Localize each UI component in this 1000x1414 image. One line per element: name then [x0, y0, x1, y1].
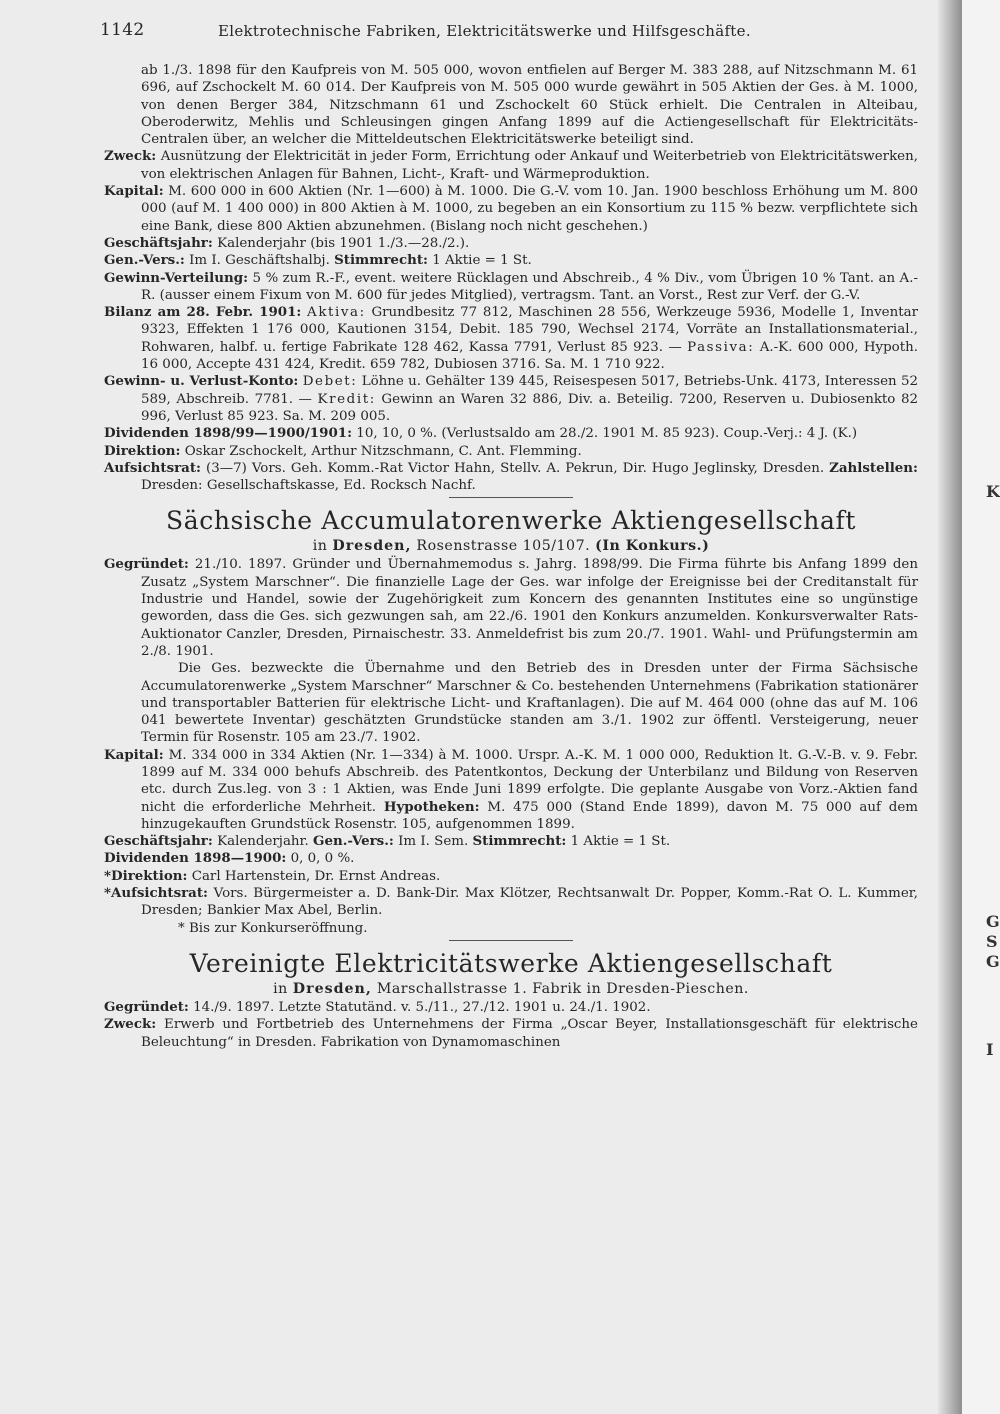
purpose-paragraph: Die Ges. bezweckte die Übernahme und den Betrieb des in Dresden unter der Firma Sächsische Accumulatorenwerke „System Marschner“ Marschner & Co. bestehenden Unternehmens (Fabrikation stationärer und transportabler Batterien für elektrische Licht- und Kraftanlagen). Die auf M. 464 000 (ohne das auf M. 106 041 bewertete Inventar) geschätzten Grundstücke standen am 3./1. 1902 zur öffentl. Versteigerung, neuer Termin für Rosenstr. 105 am 23./7. 1902. [141, 661, 918, 746]
bilanz-entry: Bilanz am 28. Febr. 1901: Aktiva: Grundbesitz 77 812, Maschinen 28 556, Werkzeuge 5936, Modelle 1, Inventar 9323, Effekten 1 176 000, Kautionen 3154, Debit. 185 790, Wechsel 2174, Vorräte an Installationsmaterial., Rohwaren, halbf. u. fertige Fabrikate 128 462, Kassa 7791, Verlust 85 923. — Passiva: A.-K. 600 000, Hypoth. 16 000, Accepte 431 424, Kredit. 659 782, Dubiosen 3716. Sa. M. 1 710 922. [104, 304, 919, 373]
zweck-entry: Zweck: Erwerb und Fortbetrieb des Unternehmens der Firma „Oscar Beyer, Installationsgeschäft für elektrische Beleuchtung“ in Dresden. Fabrikation von Dynamomaschinen [104, 1016, 918, 1050]
direktion-entry: *Direktion: Carl Hartenstein, Dr. Ernst Andreas. [104, 867, 441, 884]
page-gutter-shadow [938, 0, 962, 1414]
geschaeftsjahr-entry: Geschäftsjahr: Kalenderjahr. Gen.-Vers.: Im I. Sem. Stimmrecht: 1 Aktie = 1 St. [104, 833, 671, 850]
footnote: * Bis zur Konkurseröffnung. [178, 920, 368, 936]
section-divider [449, 940, 573, 941]
company-location: in Dresden, Marschallstrasse 1. Fabrik in Dresden-Pieschen. [273, 980, 749, 997]
kapital-entry: Kapital: M. 600 000 in 600 Aktien (Nr. 1—600) à M. 1000. Die G.-V. vom 10. Jan. 1900 beschloss Erhöhung um M. 800 000 (auf M. 1 400 000) in 800 Aktien à M. 1000, zu begeben an ein Konsortium zu 115 % bezw. verpflichtete sich eine Bank, diese 800 Aktien abzunehmen. (Bislang noch nicht geschehen.) [104, 183, 918, 234]
gegruendet-entry: Gegründet: 14./9. 1897. Letzte Statutänd. v. 5./11., 27./12. 1901 u. 24./1. 1902. [104, 998, 651, 1015]
edge-letter: S [986, 932, 998, 951]
company-title: Sächsische Accumulatorenwerke Aktiengesellschaft [166, 506, 856, 536]
geschaeftsjahr-entry: Geschäftsjahr: Kalenderjahr (bis 1901 1./3.—28./2.). [104, 234, 470, 251]
page-body [104, 62, 918, 1051]
generalversammlung-entry: Gen.-Vers.: Im I. Geschäftshalbj. Stimmrecht: 1 Aktie = 1 St. [104, 252, 532, 269]
running-header [100, 20, 920, 42]
edge-letter: K [986, 482, 1000, 501]
company-location: in Dresden, Rosenstrasse 105/107. (In Konkurs.) [312, 538, 710, 555]
dividenden-entry: Dividenden 1898/99—1900/1901: 10, 10, 0 %. (Verlustsaldo am 28./2. 1901 M. 85 923). Coup.-Verj.: 4 J. (K.) [104, 425, 858, 442]
running-title: Elektrotechnische Fabriken, Elektricitätswerke und Hilfsgeschäfte. [218, 22, 751, 40]
kapital-entry: Kapital: M. 334 000 in 334 Aktien (Nr. 1—334) à M. 1000. Urspr. A.-K. M. 1 000 000, Reduktion lt. G.-V.-B. v. 9. Febr. 1899 auf M. 334 000 behufs Abschreib. des Patentkontos, Deckung der Unterbilanz und Bildung von Reserven etc. durch Zus.leg. von 3 : 1 Aktien, was Ende Juni 1899 erfolgte. Die geplante Ausgabe von Vorz.-Aktien fand nicht die erforderliche Mehrheit. Hypotheken: M. 475 000 (Stand Ende 1899), davon M. 75 000 auf dem hinzugekauften Grundstück Rosenstr. 105, aufgenommen 1899. [104, 746, 918, 832]
page-number: 1142 [100, 20, 145, 40]
entry-continuation: ab 1./3. 1898 für den Kaufpreis von M. 505 000, wovon entfielen auf Berger M. 383 288, auf Nitzschmann M. 61 696, auf Zschockelt M. 60 014. Der Kaufpreis von M. 505 000 wurde gewährt in 505 Aktien der Ges. à M. 1000, von denen Berger 384, Nitzschmann 61 und Zschockelt 60 Stück erhielt. Die Centralen in Alteibau, Oberoderwitz, Mehlis und Schleusingen gingen Anfang 1899 auf die Actiengesellschaft für Elektricitäts-Centralen über, an welcher die Mitteldeutschen Elektricitätswerke beteiligt sind. [141, 63, 918, 148]
facing-page-edge [962, 0, 1000, 1414]
dividenden-entry: Dividenden 1898—1900: 0, 0, 0 %. [104, 850, 355, 867]
gegruendet-entry: Gegründet: 21./10. 1897. Gründer und Übernahmemodus s. Jahrg. 1898/99. Die Firma führte bis Anfang 1899 den Zusatz „System Marschner“. Die finanzielle Lage der Ges. war infolge der Ereignisse bei der Creditanstalt für Industrie und Handel, sowie der Zugehörigkeit zum Koncern des genannten Institutes eine so ungünstige geworden, dass die Ges. sich gezwungen sah, am 22./6. 1901 den Konkurs anzumelden. Konkursverwalter Rats-Auktionator Canzler, Dresden, Pirnaischestr. 33. Anmeldefrist bis zum 20./7. 1901. Wahl- und Prüfungstermin am 2./8. 1901. [104, 556, 918, 659]
direktion-entry: Direktion: Oskar Zschockelt, Arthur Nitzschmann, C. Ant. Flemming. [104, 442, 582, 459]
edge-letter: I [986, 1040, 994, 1059]
edge-letter: G [986, 912, 1000, 931]
aufsichtsrat-entry: Aufsichtsrat: (3—7) Vors. Geh. Komm.-Rat Victor Hahn, Stellv. A. Pekrun, Dir. Hugo Jeglinsky, Dresden. Zahlstellen: Dresden: Gesellschaftskasse, Ed. Rocksch Nachf. [104, 459, 918, 494]
edge-letter: G [986, 952, 1000, 971]
section-divider [449, 497, 573, 498]
gewinn-verlust-entry: Gewinn- u. Verlust-Konto: Debet: Löhne u. Gehälter 139 445, Reisespesen 5017, Betriebs-Unk. 4173, Interessen 52 589, Abschreib. 7781. — Kredit: Gewinn an Waren 32 886, Div. a. Beteilig. 7200, Reserven u. Dubiosenkto 82 996, Verlust 85 923. Sa. M. 209 005. [104, 373, 918, 424]
zweck-entry: Zweck: Ausnützung der Elektricität in jeder Form, Errichtung oder Ankauf und Weiterbetrieb von Elektricitätswerken, von elektrischen Anlagen für Bahnen, Licht-, Kraft- und Wärmeproduktion. [104, 148, 918, 182]
status-label: (In Konkurs.) [595, 538, 710, 555]
aufsichtsrat-entry: *Aufsichtsrat: Vors. Bürgermeister a. D. Bank-Dir. Max Klötzer, Rechtsanwalt Dr. Popper, Komm.-Rat O. L. Kummer, Dresden; Bankier Max Abel, Berlin. [104, 885, 918, 919]
company-title: Vereinigte Elektricitätswerke Aktiengesellschaft [189, 948, 833, 978]
gewinnverteilung-entry: Gewinn-Verteilung: 5 % zum R.-F., event. weitere Rücklagen und Abschreib., 4 % Div., vom Übrigen 10 % Tant. an A.-R. (ausser einem Fixum von M. 600 für jedes Mitglied), vertragsm. Tant. an Vorst., Rest zur Verf. der G.-V. [104, 269, 918, 303]
